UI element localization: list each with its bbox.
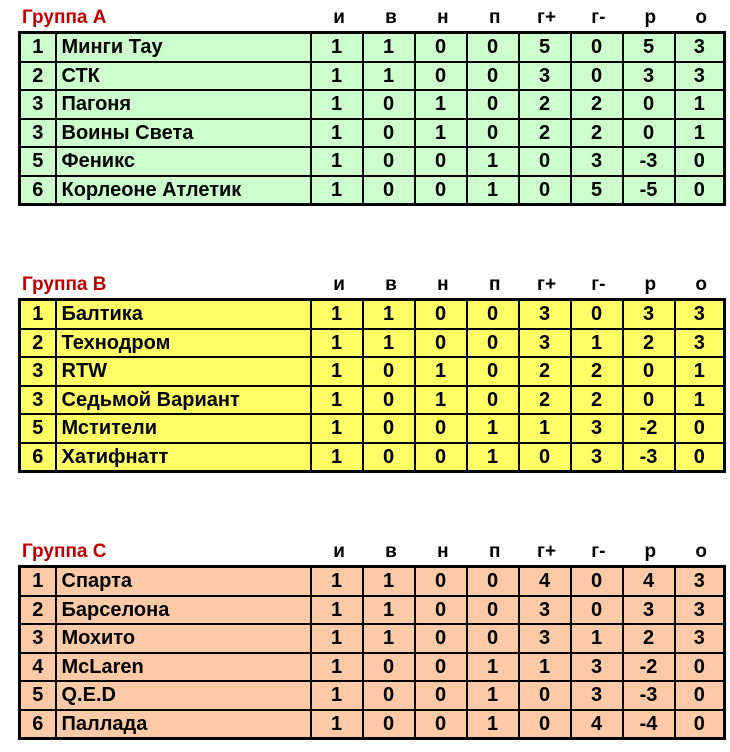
stat-cell: 0 [519,147,571,176]
stat-cell: 0 [415,414,467,443]
column-header: г- [591,540,606,562]
table-row [20,681,725,710]
column-header: и [333,273,345,295]
stat-cell: 1 [571,329,623,358]
team-name-cell: Барселона [56,596,311,625]
standings-table [18,31,726,206]
stat-cell: 1 [311,653,363,682]
stat-cell: 0 [571,33,623,62]
team-name-cell: Мохито [56,624,311,653]
stat-cell: 1 [467,176,519,205]
table-row [20,624,725,653]
table-row [20,300,725,329]
stat-cell: 0 [623,90,675,119]
table-row [20,33,725,62]
stat-cell: 1 [363,567,415,596]
position-cell: 5 [20,681,56,710]
stat-cell: -3 [623,147,675,176]
standings-table [18,565,726,740]
group-title: Группа С [22,540,107,562]
stat-cell: 0 [363,653,415,682]
stat-cell: 1 [415,119,467,148]
stat-cell: 0 [363,710,415,739]
stat-cell: 0 [415,33,467,62]
stat-cell: 1 [571,624,623,653]
stat-cell: 2 [571,90,623,119]
stat-cell: 1 [311,596,363,625]
stat-cell: 0 [363,443,415,472]
stat-cell: 0 [467,33,519,62]
column-header: и [333,6,345,28]
table-row [20,567,725,596]
position-cell: 1 [20,33,56,62]
stat-cell: 0 [467,300,519,329]
stat-cell: 0 [519,443,571,472]
stat-cell: 1 [675,90,725,119]
stat-cell: 0 [675,414,725,443]
stat-cell: 1 [363,596,415,625]
stat-cell: 2 [623,624,675,653]
team-name-cell: Балтика [56,300,311,329]
stat-cell: 0 [675,710,725,739]
team-name-cell: RTW [56,357,311,386]
stat-cell: 3 [571,414,623,443]
position-cell: 5 [20,414,56,443]
column-header: п [488,540,501,562]
table-row [20,710,725,739]
stat-cell: 3 [675,567,725,596]
stat-cell: 1 [467,414,519,443]
stat-cell: 0 [467,119,519,148]
position-cell: 3 [20,386,56,415]
stat-cell: -2 [623,414,675,443]
position-cell: 6 [20,710,56,739]
team-name-cell: Минги Тау [56,33,311,62]
stat-cell: 0 [467,386,519,415]
group-header [18,538,726,565]
stat-cell: 0 [571,567,623,596]
stat-cell: 0 [675,176,725,205]
team-name-cell: Паллада [56,710,311,739]
stat-cell: 1 [519,414,571,443]
group-a-section [18,4,726,206]
position-cell: 2 [20,329,56,358]
stat-cell: 0 [467,624,519,653]
column-header: г- [591,273,606,295]
stat-cell: 1 [311,119,363,148]
stat-cell: 1 [311,567,363,596]
table-row [20,176,725,205]
stat-cell: 1 [363,62,415,91]
stat-cell: 0 [415,176,467,205]
column-header: г- [591,6,606,28]
stat-cell: 2 [571,357,623,386]
table-row [20,90,725,119]
table-row [20,147,725,176]
stat-cell: 2 [623,329,675,358]
position-cell: 3 [20,357,56,386]
stat-cell: 0 [363,386,415,415]
table-row [20,386,725,415]
column-header: о [695,540,707,562]
stat-cell: 0 [623,119,675,148]
stat-cell: 1 [311,386,363,415]
column-header: г+ [537,540,557,562]
stat-cell: 0 [675,443,725,472]
stat-cell: 0 [363,176,415,205]
stat-cell: 0 [415,443,467,472]
stat-cell: 1 [519,653,571,682]
table-row [20,357,725,386]
stat-cell: 3 [571,147,623,176]
group-header [18,4,726,31]
stat-cell: 1 [363,329,415,358]
stat-cell: 4 [571,710,623,739]
group-c-section [18,538,726,740]
position-cell: 5 [20,147,56,176]
stat-cell: 0 [363,357,415,386]
table-row [20,443,725,472]
group-b-section [18,271,726,473]
stat-cell: 5 [571,176,623,205]
team-name-cell: Мстители [56,414,311,443]
stat-cell: 0 [467,90,519,119]
stat-cell: 1 [311,33,363,62]
team-name-cell: McLaren [56,653,311,682]
stat-cell: 2 [519,386,571,415]
table-row [20,596,725,625]
stat-cell: 0 [467,567,519,596]
stat-cell: 1 [675,357,725,386]
stat-cell: 0 [363,90,415,119]
team-name-cell: Воины Света [56,119,311,148]
stat-cell: 0 [415,147,467,176]
stat-cell: 0 [415,62,467,91]
stat-cell: 0 [571,62,623,91]
table-row [20,62,725,91]
column-header: г+ [537,273,557,295]
position-cell: 4 [20,653,56,682]
stat-cell: -5 [623,176,675,205]
table-row [20,119,725,148]
column-header: р [644,6,657,28]
team-name-cell: Q.E.D [56,681,311,710]
stat-cell: 0 [623,357,675,386]
stat-cell: 1 [467,681,519,710]
column-header: п [488,6,501,28]
stat-cell: 0 [467,329,519,358]
stat-cell: 2 [571,119,623,148]
stat-cell: 1 [311,443,363,472]
stat-cell: 1 [311,90,363,119]
position-cell: 2 [20,596,56,625]
column-header: о [695,6,707,28]
position-cell: 2 [20,62,56,91]
stat-cell: 3 [675,300,725,329]
column-header: и [333,540,345,562]
stat-cell: 3 [519,329,571,358]
stat-cell: 1 [467,710,519,739]
stat-cell: 2 [519,119,571,148]
stat-cell: 1 [311,624,363,653]
stat-cell: 1 [467,443,519,472]
team-name-cell: Спарта [56,567,311,596]
stat-cell: 5 [623,33,675,62]
column-header: в [385,6,397,28]
stat-cell: 3 [675,33,725,62]
stat-cell: 0 [623,386,675,415]
stat-cell: 3 [519,624,571,653]
stat-cell: 3 [623,300,675,329]
stat-cell: 1 [311,176,363,205]
stat-cell: 3 [623,62,675,91]
group-title: Группа В [22,273,107,295]
team-name-cell: Корлеоне Атлетик [56,176,311,205]
stat-cell: 3 [675,62,725,91]
stat-cell: 1 [311,681,363,710]
stat-cell: 3 [519,62,571,91]
stat-cell: 2 [519,90,571,119]
stat-cell: 0 [675,653,725,682]
column-header: г+ [537,6,557,28]
stat-cell: 3 [675,329,725,358]
stat-cell: 1 [311,147,363,176]
stat-cell: 0 [415,329,467,358]
stat-cell: 1 [675,386,725,415]
column-header: п [488,273,501,295]
stat-cell: 2 [519,357,571,386]
standings-table [18,298,726,473]
position-cell: 3 [20,624,56,653]
stat-cell: 0 [415,653,467,682]
table-row [20,653,725,682]
stat-cell: 0 [415,567,467,596]
stat-cell: 2 [571,386,623,415]
stat-cell: 1 [363,33,415,62]
stat-cell: 3 [623,596,675,625]
column-header: р [644,540,657,562]
stat-cell: 3 [571,653,623,682]
stat-cell: 0 [415,710,467,739]
stat-cell: 1 [467,653,519,682]
stat-cell: 0 [571,596,623,625]
team-name-cell: СТК [56,62,311,91]
team-name-cell: Хатифнатт [56,443,311,472]
stat-cell: 0 [363,119,415,148]
stat-cell: 3 [571,681,623,710]
stat-cell: 0 [363,414,415,443]
team-name-cell: Пагоня [56,90,311,119]
stat-cell: -3 [623,681,675,710]
stat-cell: -2 [623,653,675,682]
stat-cell: 3 [571,443,623,472]
position-cell: 3 [20,119,56,148]
column-header: в [385,540,397,562]
stat-cell: 0 [675,681,725,710]
position-cell: 1 [20,300,56,329]
stat-cell: 0 [519,681,571,710]
column-header: н [437,273,449,295]
team-name-cell: Технодром [56,329,311,358]
stat-cell: 4 [519,567,571,596]
stat-cell: 3 [519,596,571,625]
column-header: о [695,273,707,295]
team-name-cell: Феникс [56,147,311,176]
stat-cell: 1 [363,624,415,653]
stat-cell: 1 [311,710,363,739]
stat-cell: 0 [363,147,415,176]
stat-cell: 3 [519,300,571,329]
stat-cell: 0 [467,596,519,625]
stat-cell: 1 [415,357,467,386]
column-header: в [385,273,397,295]
stat-cell: 0 [467,357,519,386]
stat-cell: 4 [623,567,675,596]
stat-cell: -3 [623,443,675,472]
stat-cell: -4 [623,710,675,739]
column-header: р [644,273,657,295]
stat-cell: 0 [675,147,725,176]
stat-cell: 1 [415,386,467,415]
stat-cell: 0 [467,62,519,91]
stat-cell: 0 [363,681,415,710]
stat-cell: 1 [675,119,725,148]
position-cell: 6 [20,443,56,472]
column-header: н [437,540,449,562]
stat-cell: 1 [363,300,415,329]
stat-cell: 1 [311,414,363,443]
stat-cell: 3 [675,596,725,625]
table-row [20,414,725,443]
stat-cell: 1 [311,300,363,329]
stat-cell: 0 [519,176,571,205]
stat-cell: 1 [311,357,363,386]
group-header [18,271,726,298]
position-cell: 6 [20,176,56,205]
stat-cell: 0 [519,710,571,739]
stat-cell: 5 [519,33,571,62]
stat-cell: 1 [311,62,363,91]
position-cell: 1 [20,567,56,596]
stat-cell: 1 [311,329,363,358]
column-header: н [437,6,449,28]
stat-cell: 0 [415,624,467,653]
team-name-cell: Седьмой Вариант [56,386,311,415]
position-cell: 3 [20,90,56,119]
stat-cell: 3 [675,624,725,653]
stat-cell: 0 [415,681,467,710]
group-title: Группа А [22,6,107,28]
table-row [20,329,725,358]
stat-cell: 1 [415,90,467,119]
stat-cell: 1 [467,147,519,176]
stat-cell: 0 [415,596,467,625]
stat-cell: 0 [415,300,467,329]
stat-cell: 0 [571,300,623,329]
